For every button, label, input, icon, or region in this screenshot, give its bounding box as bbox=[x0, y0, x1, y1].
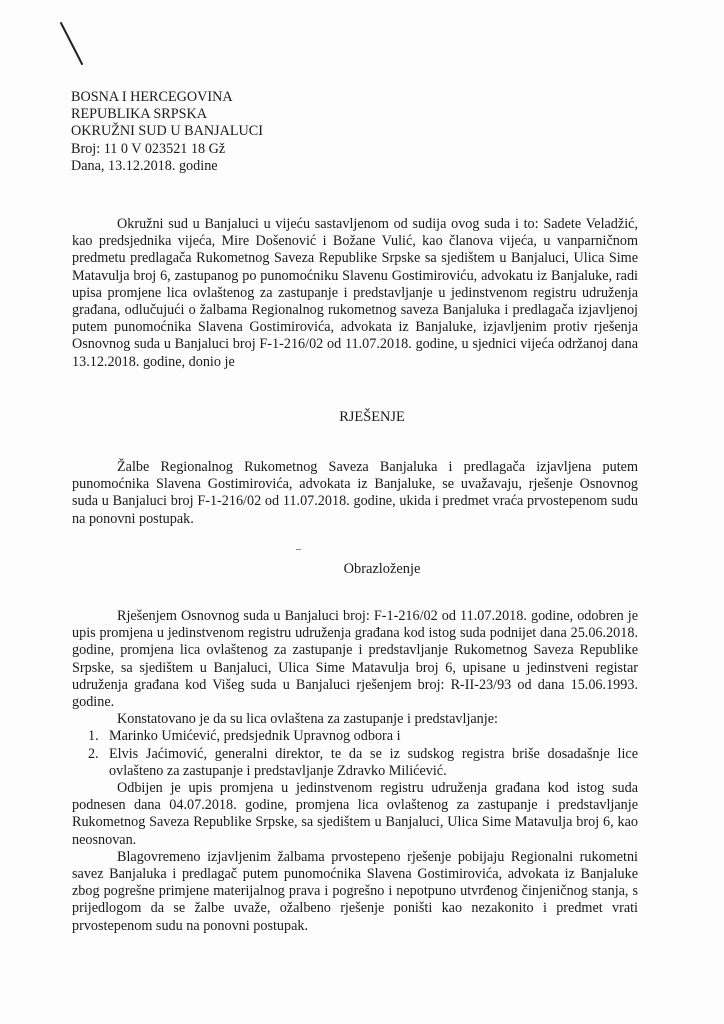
header-country: BOSNA I HERCEGOVINA bbox=[71, 89, 233, 105]
reasoning-paragraph-4: Blagovremeno izjavljenim žalbama prvostepeno rješenje pobijaju Regionalni rukometni savez Banjaluka i predlagač putem punomoćnika Slavena Gostimirovića, advokata iz Banjaluke zbog pogrešne primjene materijalnog prava i pogrešno i nepotpuno utvrđenog činjeničnog stanja, s prijedlogom da se žalbe uvaže, ožalbeno rješenje poništi kao nezakonito i predmet vrati prvostepenom sudu na ponovni postupak. bbox=[72, 848, 638, 934]
reasoning-paragraph-1: Rješenjem Osnovnog suda u Banjaluci broj: F-1-216/02 od 11.07.2018. godine, odobren je upis promjena u jedinstvenom registru udruženja građana kod istog suda podnijet dana 25.06.2018. godine, promjena lica ovlaštenog za zastupanje i predstavljanje Rukometnog Saveza Republike Srpske, sa sjedištem u Banjaluci, Ulica Sime Matavulja broj 6, upisane u jedinstveni registar udruženja građana kod Višeg suda u Banjaluci rješenjem broj: R-II-23/93 od dana 15.06.1993. godine. bbox=[72, 608, 638, 711]
intro-paragraph: Okružni sud u Banjaluci u vijeću sastavljenom od sudija ovog suda i to: Sadete Veladžić, kao predsjednika vijeća, Mire Došenović i Božane Vulić, kao članova vijeća, u vanparničnom predmetu predlagača Rukometnog Saveza Republike Srpske sa sjedištem u Banjaluci, Ulica Sime Matavulja broj 6, zastupanog po punomoćniku Slavenu Gostimiroviću, advokatu iz Banjaluke, radi upisa promjene lica ovlaštenog za zastupanje i predstavljanje u jedinstvenom registru udruženja građana, odlučujući o žalbama Regionalnog rukometnog saveza Banjaluka i predlagača izjavljenoj putem punomoćnika Slavena Gostimirovića, advokata iz Banjaluke, izjavljenim protiv rješenja Osnovnog suda u Banjaluci broj F-1-216/02 od 11.07.2018. godine, u sjednici vijeća održanoj dana 13.12.2018. godine, donio je bbox=[72, 216, 638, 370]
document-date: Dana, 13.12.2018. godine bbox=[71, 157, 218, 174]
reasoning-section bbox=[72, 608, 638, 935]
handwritten-stroke-mark bbox=[58, 20, 88, 70]
header-entity: REPUBLIKA SRPSKA bbox=[71, 106, 207, 123]
reasoning-paragraph-3: Odbijen je upis promjena u jedinstvenom registru udruženja građana kod istog suda podnesen dana 04.07.2018. godine, promjena lica ovlaštenog za zastupanje i predstavljanje Rukometnog Saveza Republike Srpske, sa sjedištem u Banjaluci, Ulica Sime Matavulja broj 6, kao neosnovan. bbox=[72, 780, 638, 848]
ruling-heading: RJEŠENJE bbox=[339, 409, 405, 425]
authorized-persons-list bbox=[72, 728, 638, 780]
list-item-text: Elvis Jaćimović, generalni direktor, te da se iz sudskog registra briše dosadašnje lice ovlašteno za zastupanje i predstavljanje Zdravko Milićević. bbox=[109, 745, 638, 779]
reasoning-paragraph-2: Konstatovano je da su lica ovlaštena za zastupanje i predstavljanje: bbox=[117, 711, 498, 728]
ruling-paragraph: Žalbe Regionalnog Rukometnog Saveza Banjaluka i predlagača izjavljena putem punomoćnika Slavena Gostimirovića, advokata iz Banjaluke, se uvažavaju, rješenje Osnovnog suda u Banjaluci broj F-1-216/02 od 11.07.2018. godine, ukida i predmet vraća prvostepenom sudu na ponovni postupak. bbox=[72, 459, 638, 527]
scan-speck bbox=[296, 549, 301, 550]
header-court: OKRUŽNI SUD U BANJALUCI bbox=[71, 123, 263, 140]
list-item-text: Marinko Umićević, predsjednik Upravnog odbora i bbox=[109, 728, 401, 745]
list-item bbox=[72, 746, 638, 780]
reasoning-heading: Obrazloženje bbox=[343, 561, 421, 577]
court-header bbox=[71, 89, 263, 175]
list-item bbox=[72, 728, 638, 745]
case-number: Broj: 11 0 V 023521 18 Gž bbox=[71, 140, 226, 157]
list-item-number: 2. bbox=[88, 745, 99, 762]
list-item-number: 1. bbox=[88, 728, 99, 745]
